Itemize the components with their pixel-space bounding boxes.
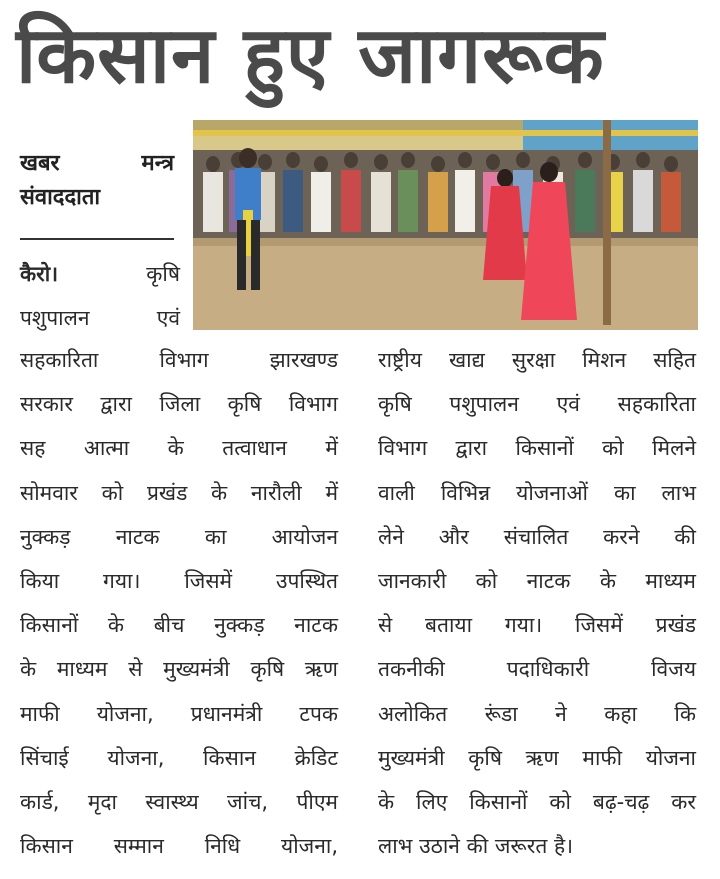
right-line: तकनीकी पदाधिकारी विजय: [378, 657, 696, 682]
left-line: किसानों के बीच नुक्कड़ नाटक: [20, 613, 338, 638]
left-line: सिंचाई योजना, किसान क्रेडिट: [20, 745, 338, 770]
right-line: वाली विभिन्न योजनाओं का लाभ: [378, 480, 696, 505]
right-line: जानकारी को नाटक के माध्यम: [378, 568, 696, 593]
left-line: सोमवार को प्रखंड के नारौली में: [20, 480, 338, 505]
byline-word-2: मन्त्र: [141, 151, 174, 176]
right-line: के लिए किसानों को बढ़-चढ़ कर: [378, 789, 696, 814]
dateline: कैरो।: [20, 262, 59, 286]
right-line: मुख्यमंत्री कृषि ऋण माफी योजना: [378, 745, 696, 770]
right-line: लाभ उठाने की जरूरत है।: [378, 834, 574, 859]
photo-illustration: [193, 120, 698, 330]
left-line: किसान सम्मान निधि योजना,: [20, 834, 338, 859]
left-line: किया गया। जिसमें उपस्थित: [20, 568, 338, 593]
right-line: विभाग द्वारा किसानों को मिलने: [378, 436, 696, 461]
byline: [20, 148, 174, 216]
right-line: से बताया गया। जिसमें प्रखंड: [378, 613, 696, 638]
article-column-right: [378, 338, 696, 868]
headline: किसान हुए जागरूक: [16, 11, 605, 101]
left-line: माफी योजना, प्रधानमंत्री टपक: [20, 701, 338, 726]
left-line: नुक्कड़ नाटक का आयोजन: [20, 524, 338, 549]
byline-reporter: संवाददाता: [20, 185, 101, 210]
left-line: सह आत्मा के तत्वाधान में: [20, 436, 338, 461]
intro-line-2: पशुपालन एवं: [20, 306, 180, 330]
right-line: कृषि पशुपालन एवं सहकारिता: [378, 392, 696, 417]
left-line: सरकार द्वारा जिला कृषि विभाग: [20, 392, 338, 417]
right-line: लेने और संचालित करने की: [378, 524, 696, 549]
left-line: के माध्यम से मुख्यमंत्री कृषि ऋण: [20, 657, 338, 682]
article-column-left: [20, 338, 338, 868]
left-line: कार्ड, मृदा स्वास्थ्य जांच, पीएम: [20, 789, 338, 814]
left-line: सहकारिता विभाग झारखण्ड: [20, 348, 338, 372]
right-line: अलोकित रूंडा ने कहा कि: [378, 701, 696, 726]
byline-divider: [20, 238, 174, 240]
right-line: राष्ट्रीय खाद्य सुरक्षा मिशन सहित: [378, 348, 696, 372]
byline-word-1: खबर: [20, 151, 60, 176]
street-play-photo: [193, 120, 698, 330]
intro-line-1: कृषि: [146, 262, 180, 286]
article-intro: [20, 252, 180, 340]
